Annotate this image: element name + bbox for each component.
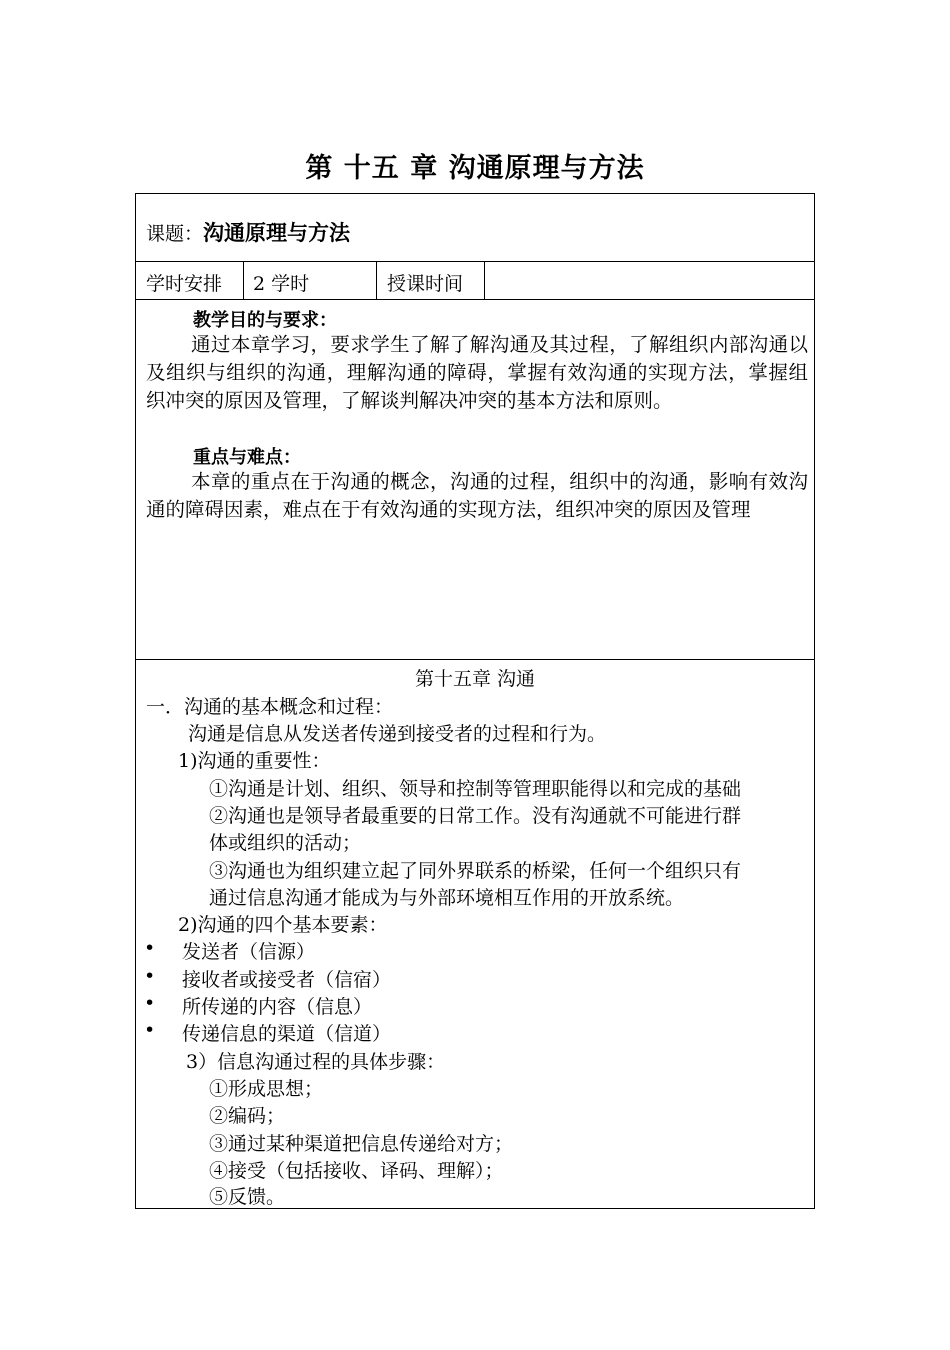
step-item: ③通过某种渠道把信息传递给对方；	[209, 1133, 514, 1155]
element-item: 所传递的内容（信息）	[182, 996, 373, 1018]
page-title: 第 十五 章 沟通原理与方法	[305, 153, 645, 184]
importance-item: ②沟通也是领导者最重要的日常工作。没有沟通就不可能进行群	[209, 805, 742, 827]
topic-label: 课题：	[146, 223, 204, 245]
chapter-heading: 第十五章 沟通	[414, 668, 536, 690]
table-rule	[136, 299, 814, 300]
importance-item: 通过信息沟通才能成为与外部环境相互作用的开放系统。	[209, 887, 685, 909]
bullet-icon: •	[144, 965, 156, 987]
lesson-plan-table	[135, 193, 815, 1209]
time-label: 授课时间	[387, 273, 464, 295]
key-points-heading: 重点与难点：	[193, 447, 301, 468]
table-rule	[376, 261, 377, 299]
importance-item: ③沟通也为组织建立起了同外界联系的桥梁，任何一个组织只有	[209, 860, 742, 882]
importance-title: 1)沟通的重要性：	[178, 750, 331, 772]
step-item: ②编码；	[209, 1105, 286, 1127]
step-item: ⑤反馈。	[209, 1186, 286, 1208]
importance-item: ①沟通是计划、组织、领导和控制等管理职能得以和完成的基础	[209, 778, 742, 800]
objectives-body: 通过本章学习，要求学生了解了解沟通及其过程，了解组织内部沟通以及组织与组织的沟通，理解沟通的障碍，掌握有效沟通的实现方法，掌握组织冲突的原因及管理，了解谈判解决冲突的基本方法和原则。	[146, 333, 808, 412]
definition-text: 沟通是信息从发送者传递到接受者的过程和行为。	[188, 723, 607, 745]
section-title: 一．沟通的基本概念和过程：	[146, 696, 394, 718]
hours-label: 学时安排	[146, 273, 223, 295]
element-item: 发送者（信源）	[182, 941, 316, 963]
table-rule	[136, 261, 814, 262]
importance-item: 体或组织的活动；	[209, 832, 362, 854]
element-item: 传递信息的渠道（信道）	[182, 1023, 392, 1045]
steps-title: 3）信息沟通过程的具体步骤：	[186, 1051, 446, 1073]
topic-row	[146, 217, 350, 247]
objectives-heading: 教学目的与要求：	[193, 310, 337, 331]
element-item: 接收者或接受者（信宿）	[182, 969, 392, 991]
table-rule	[136, 659, 814, 660]
bullet-icon: •	[144, 1019, 156, 1041]
step-item: ①形成思想；	[209, 1078, 324, 1100]
topic-value: 沟通原理与方法	[203, 221, 351, 245]
elements-title: 2)沟通的四个基本要素：	[178, 914, 388, 936]
bullet-icon: •	[144, 937, 156, 959]
table-rule	[484, 261, 485, 299]
table-rule	[243, 261, 244, 299]
hours-value: 2 学时	[253, 273, 310, 295]
bullet-icon: •	[144, 992, 156, 1014]
step-item: ④接受（包括接收、译码、理解）；	[209, 1160, 504, 1182]
key-points-body: 本章的重点在于沟通的概念，沟通的过程，组织中的沟通，影响有效沟通的障碍因素，难点在于有效沟通的实现方法，组织冲突的原因及管理	[146, 470, 808, 521]
